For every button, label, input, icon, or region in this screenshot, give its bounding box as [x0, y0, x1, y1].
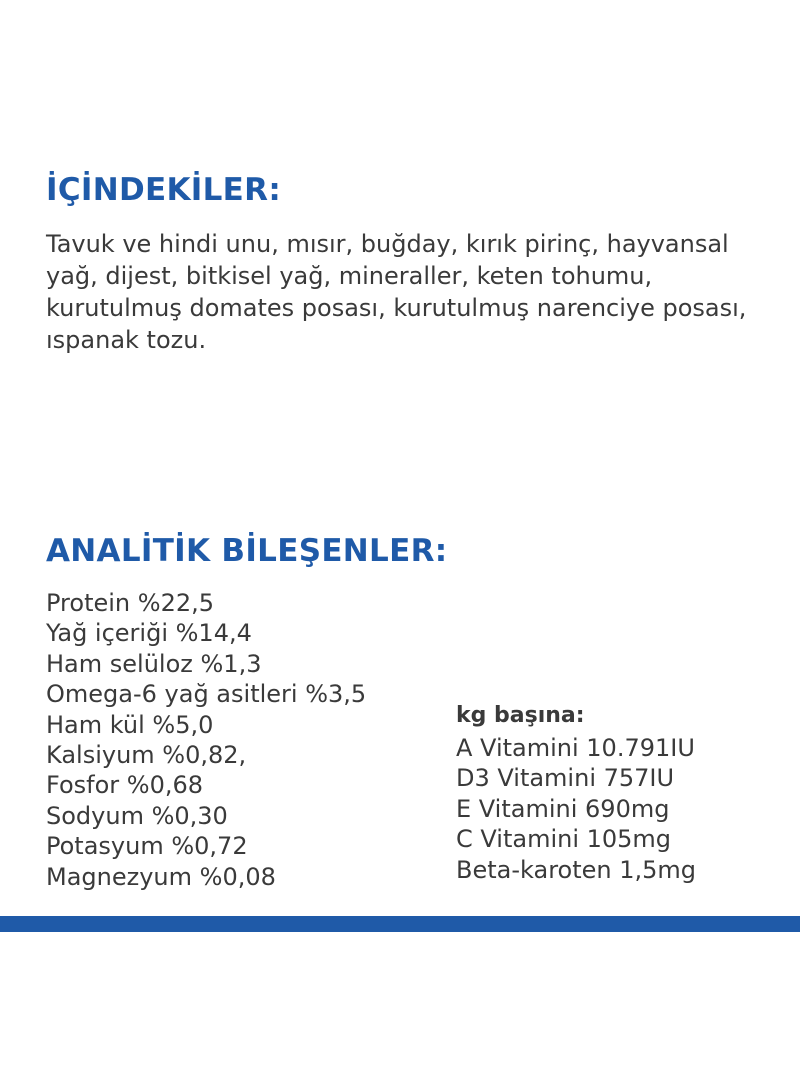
analytic-item-fat: Yağ içeriği %14,4 — [46, 619, 252, 648]
analytic-item-calcium: Kalsiyum %0,82, — [46, 741, 247, 770]
ingredients-text: Tavuk ve hindi unu, mısır, buğday, kırık pirinç, hayvansal yağ, dijest, bitkisel yağ, mineraller, keten tohumu, kurutulmuş domates posası, kurutulmuş narenciye posası, ıspanak tozu. — [46, 230, 747, 354]
bottom-accent-stripe — [0, 916, 800, 932]
analytic-item-protein: Protein %22,5 — [46, 589, 214, 617]
analytic-item-omega6: Omega-6 yağ asitleri %3,5 — [46, 680, 367, 709]
vitamin-item-d3: D3 Vitamini 757IU — [456, 764, 675, 793]
vitamin-item-c: C Vitamini 105mg — [456, 825, 672, 854]
analytic-components-heading: ANALİTİK BİLEŞENLER: — [46, 533, 448, 569]
vitamin-item-a: A Vitamini 10.791IU — [456, 734, 695, 762]
analytic-item-phosphorus: Fosfor %0,68 — [46, 771, 204, 800]
analytic-item-sodium: Sodyum %0,30 — [46, 801, 228, 830]
per-kg-heading: kg başına: — [456, 703, 585, 728]
vitamin-item-e: E Vitamini 690mg — [456, 794, 670, 823]
analytic-item-crude-ash: Ham kül %5,0 — [46, 710, 214, 739]
analytic-item-magnesium: Magnezyum %0,08 — [46, 862, 276, 891]
ingredients-heading: İÇİNDEKİLER: — [46, 172, 282, 208]
vitamin-list — [456, 733, 696, 885]
analytic-item-crude-fiber: Ham selüloz %1,3 — [46, 649, 262, 678]
analytic-item-potassium: Potasyum %0,72 — [46, 832, 248, 861]
vitamin-item-beta-carotene: Beta-karoten 1,5mg — [456, 855, 697, 884]
analytic-components-list — [46, 588, 366, 892]
